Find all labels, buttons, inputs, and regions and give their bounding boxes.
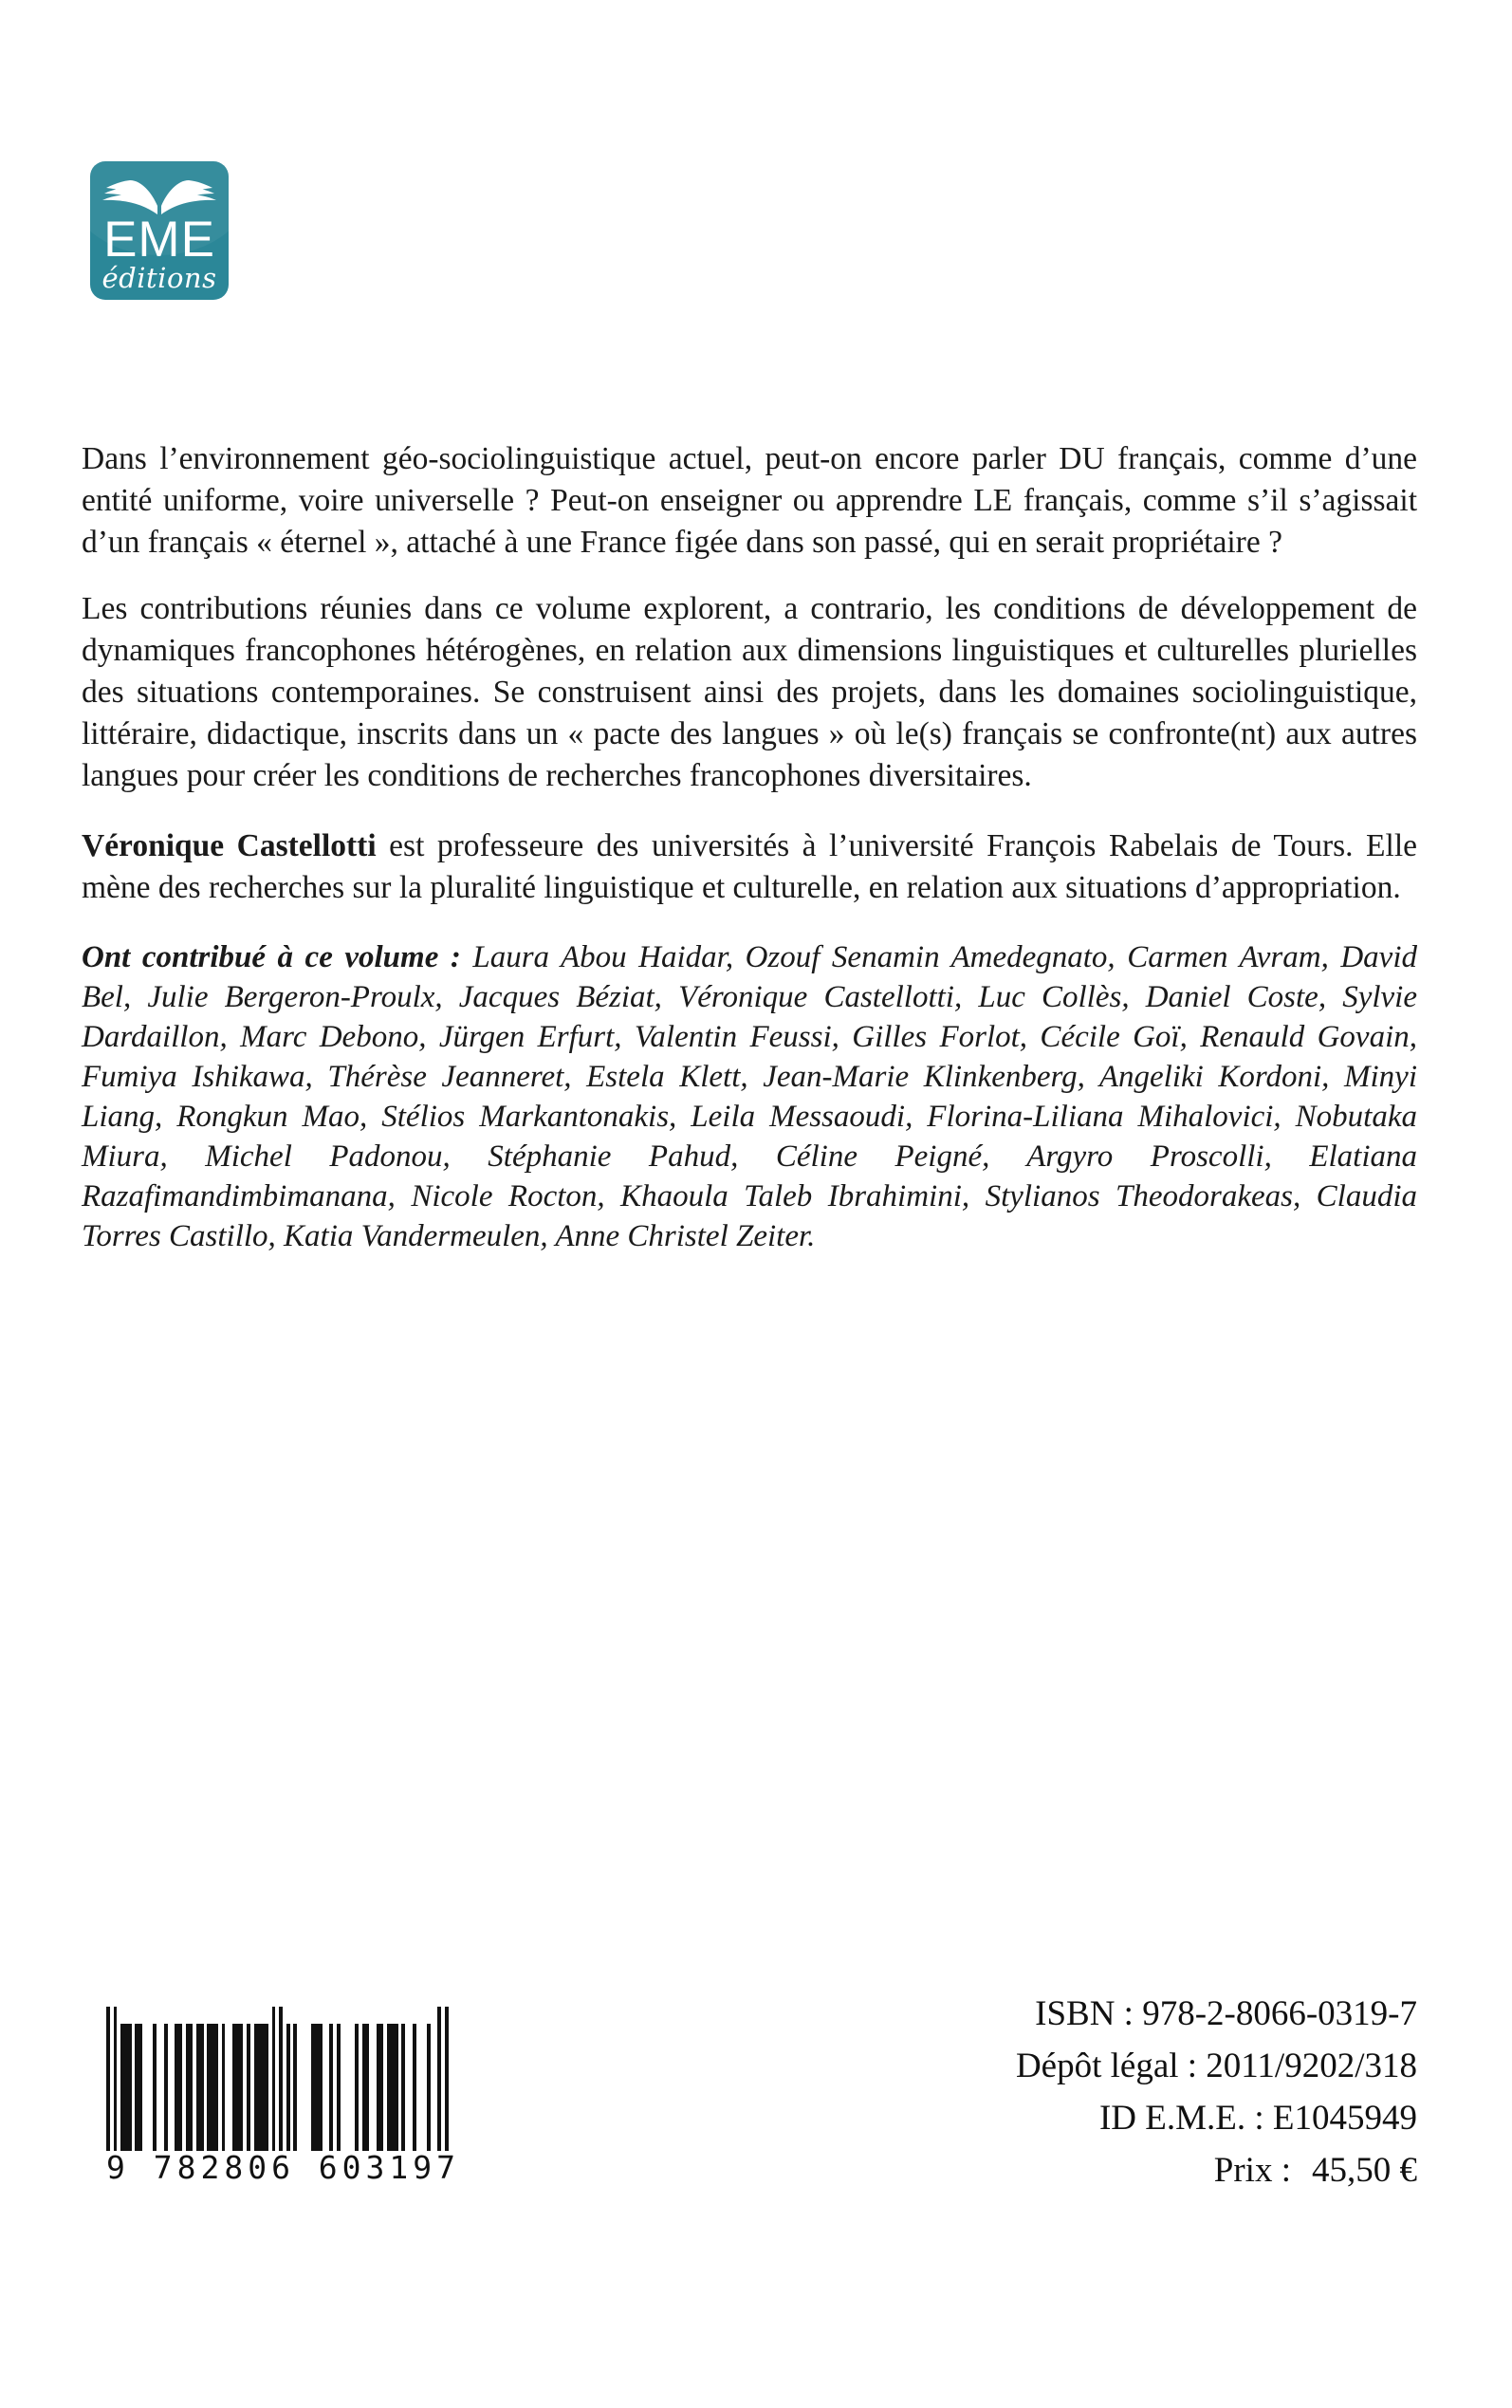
price-label: Prix : (1213, 2151, 1291, 2190)
back-cover-copy (82, 438, 1417, 1256)
isbn-barcode (106, 2007, 461, 2186)
barcode-bars (106, 2007, 450, 2151)
eme-id-line: ID E.M.E. : E1045949 (1098, 2099, 1417, 2138)
author-name: Véronique Castellotti (82, 828, 377, 863)
blurb-paragraph-2: Les contributions réunies dans ce volume explorent, a contrario, les conditions de développement de dynamiques francophones hétérogènes, en relation aux dimensions linguistiques et culturelles plurielles des situations contemporaines. Se construisent ainsi des projets, dans les domaines sociolinguistique, littéraire, didactique, inscrits dans un « pacte des langues » où le(s) français se confronte(nt) aux autres langues pour créer les conditions de recherches francophones diversitaires. (82, 591, 1417, 793)
publisher-tagline: éditions (101, 262, 217, 294)
author-bio-paragraph (82, 825, 1417, 909)
contributors-paragraph (82, 937, 1417, 1256)
barcode-digits: 9 782806 603197 (106, 2149, 461, 2186)
blurb-paragraph-1: Dans l’environnement géo-sociolinguistique actuel, peut-on encore parler DU français, comme d’une entité uniforme, voire universelle ? Peut-on enseigner ou apprendre LE français, comme s’il s’agissait d’un français « éternel », attaché à une France figée dans son passé, qui en serait propriétaire ? (82, 441, 1417, 560)
author-bio-text: est professeure des universités à l’université François Rabelais de Tours. Elle mène des recherches sur la pluralité linguistique et culturelle, en relation aux situations d’appropriation. (82, 828, 1417, 905)
legal-deposit-line: Dépôt légal : 2011/9202/318 (1015, 2047, 1417, 2085)
imprint-details (1016, 1988, 1417, 2196)
price-value: 45,50 € (1312, 2151, 1417, 2190)
publisher-logo (90, 161, 229, 300)
publisher-wordmark: EME (103, 212, 215, 268)
isbn-line: ISBN : 978-2-8066-0319-7 (1035, 1994, 1417, 2033)
contributors-list: Laura Abou Haidar, Ozouf Senamin Amedegnato, Carmen Avram, David Bel, Julie Bergeron-Proulx, Jacques Béziat, Véronique Castellotti, Luc Collès, Daniel Coste, Sylvie Dardaillon, Marc Debono, Jürgen Erfurt, Valentin Feussi, Gilles Forlot, Cécile Goï, Renauld Govain, Fumiya Ishikawa, Thérèse Jeanneret, Estela Klett, Jean-Marie Klinkenberg, Angeliki Kordoni, Minyi Liang, Rongkun Mao, Stélios Markantonakis, Leila Messaoudi, Florina-Liliana Mihalovici, Nobutaka Miura, Michel Padonou, Stéphanie Pahud, Céline Peigné, Argyro Proscolli, Elatiana Razafimandimbimanana, Nicole Rocton, Khaoula Taleb Ibrahimini, Stylianos Theodorakeas, Claudia Torres Castillo, Katia Vandermeulen, Anne Christel Zeiter. (82, 940, 1417, 1253)
price-line (1016, 2144, 1417, 2196)
contributors-lead-in: Ont contribué à ce volume : (82, 940, 473, 974)
